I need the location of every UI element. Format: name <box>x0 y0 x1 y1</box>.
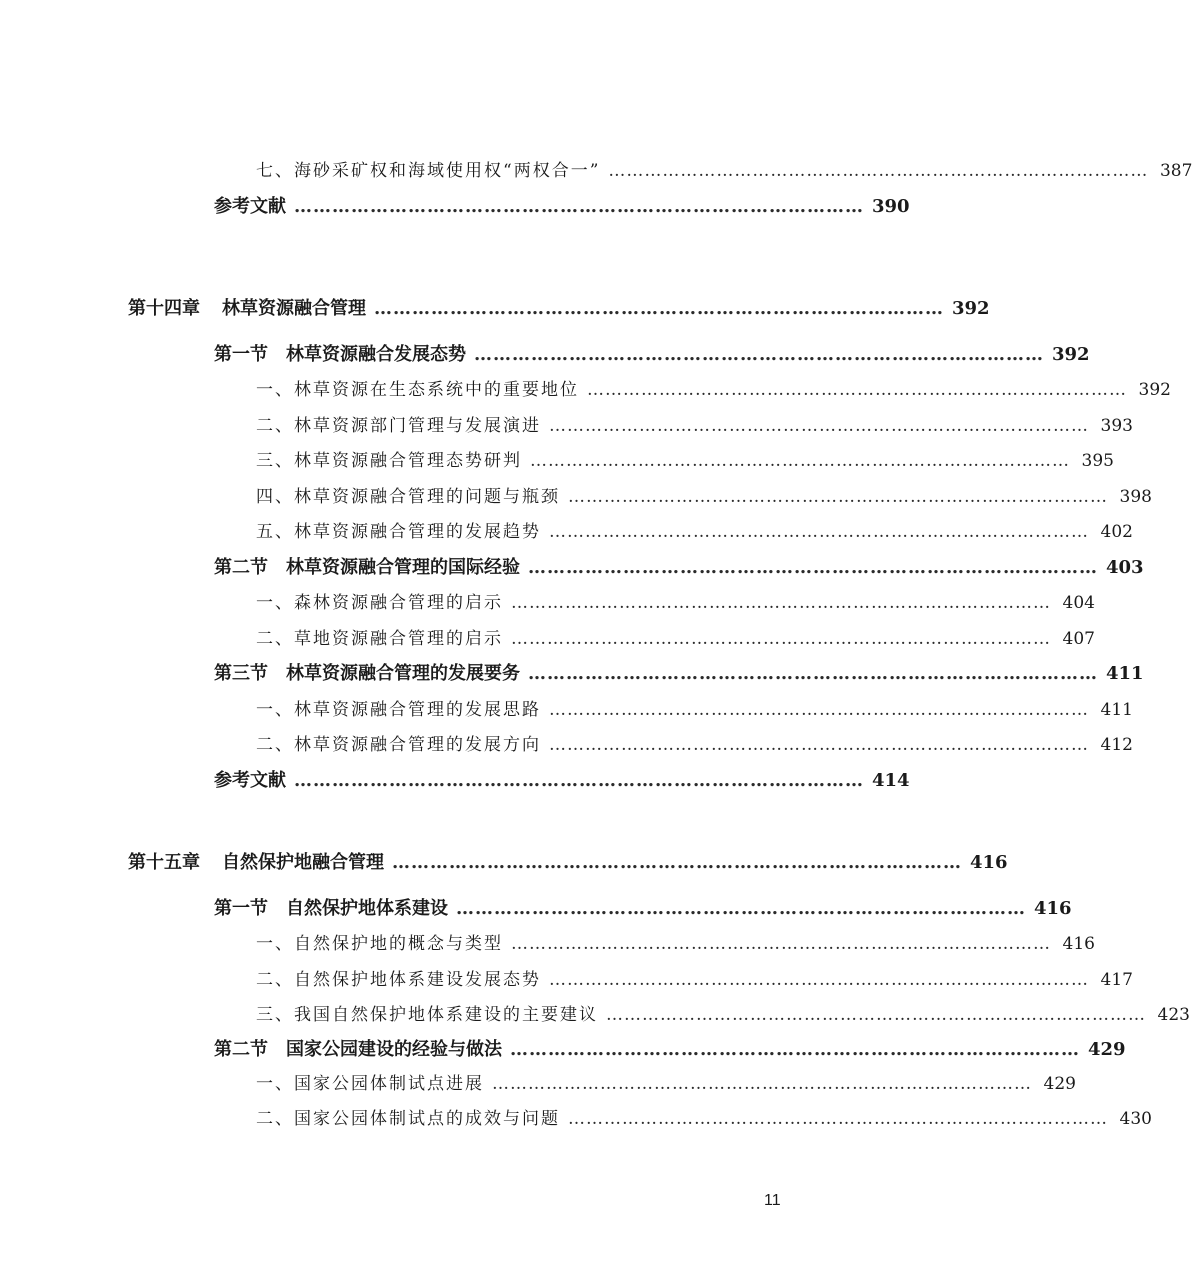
leader-dots: ……………………………………………………………………………… <box>294 770 864 791</box>
toc-page-number: 411 <box>1106 663 1144 684</box>
toc-page-number: 402 <box>1100 522 1133 542</box>
toc-item-title: 四、林草资源融合管理的问题与瓶颈 <box>256 487 560 507</box>
toc-item[interactable] <box>256 730 1133 760</box>
toc-section-number: 第一节 <box>214 344 268 365</box>
leader-dots: ……………………………………………………………………………… <box>530 451 1070 471</box>
toc-item[interactable] <box>256 1069 1076 1099</box>
toc-page-number: 404 <box>1062 593 1095 613</box>
toc-section[interactable] <box>214 553 1144 583</box>
toc-section-number: 第二节 <box>214 557 268 578</box>
toc-page-number: 395 <box>1081 451 1114 471</box>
toc-chapter-number: 第十四章 <box>128 298 200 319</box>
toc-page-number: 416 <box>1062 934 1095 954</box>
leader-dots: ……………………………………………………………………………… <box>549 416 1089 436</box>
toc-item[interactable] <box>256 965 1133 995</box>
toc-item[interactable] <box>256 156 1192 186</box>
toc-page-number: 412 <box>1100 735 1133 755</box>
toc-section[interactable] <box>214 894 1072 924</box>
toc-item-title: 三、我国自然保护地体系建设的主要建议 <box>256 1005 598 1025</box>
toc-page-number: 392 <box>1052 344 1090 365</box>
toc-section-title: 林草资源融合管理的国际经验 <box>286 557 520 578</box>
toc-item[interactable] <box>256 1104 1152 1134</box>
leader-dots: ……………………………………………………………………………… <box>294 196 864 217</box>
toc-section-title: 林草资源融合发展态势 <box>286 344 466 365</box>
toc-page-number: 414 <box>872 770 910 791</box>
toc-item-title: 一、林草资源在生态系统中的重要地位 <box>256 380 579 400</box>
toc-section[interactable] <box>214 659 1144 689</box>
toc-item-title: 一、国家公园体制试点进展 <box>256 1074 484 1094</box>
leader-dots: ……………………………………………………………………………… <box>456 898 1026 919</box>
toc-item-title: 七、海砂采矿权和海域使用权“两权合一” <box>256 161 601 181</box>
leader-dots: ……………………………………………………………………………… <box>511 629 1051 649</box>
leader-dots: ……………………………………………………………………………… <box>392 852 962 873</box>
toc-item[interactable] <box>256 929 1095 959</box>
toc-page-number: 429 <box>1043 1074 1076 1094</box>
leader-dots: ……………………………………………………………………………… <box>606 1005 1146 1025</box>
toc-chapter[interactable] <box>128 294 990 324</box>
toc-chapter[interactable] <box>128 848 1008 878</box>
leader-dots: ……………………………………………………………………………… <box>549 970 1089 990</box>
toc-page-number: 423 <box>1157 1005 1190 1025</box>
toc-section-number: 第一节 <box>214 898 268 919</box>
toc-item[interactable] <box>256 375 1171 405</box>
toc-page-number: 416 <box>1034 898 1072 919</box>
toc-section-number: 第三节 <box>214 663 268 684</box>
toc-page-number: 387 <box>1159 161 1192 181</box>
toc-item[interactable] <box>256 1000 1190 1030</box>
leader-dots: ……………………………………………………………………………… <box>568 487 1108 507</box>
toc-references[interactable] <box>214 192 910 222</box>
toc-section-title: 林草资源融合管理的发展要务 <box>286 663 520 684</box>
toc-page-number: 398 <box>1119 487 1152 507</box>
toc-item-title: 五、林草资源融合管理的发展趋势 <box>256 522 541 542</box>
toc-page-number: 416 <box>970 852 1008 873</box>
leader-dots: ……………………………………………………………………………… <box>510 1039 1080 1060</box>
leader-dots: ……………………………………………………………………………… <box>549 522 1089 542</box>
toc-item-title: 二、自然保护地体系建设发展态势 <box>256 970 541 990</box>
leader-dots: ……………………………………………………………………………… <box>492 1074 1032 1094</box>
toc-page-number: 390 <box>872 196 910 217</box>
toc-page-number: 411 <box>1100 700 1133 720</box>
toc-item-title: 一、森林资源融合管理的启示 <box>256 593 503 613</box>
toc-chapter-title: 自然保护地融合管理 <box>222 852 384 873</box>
toc-page-number: 429 <box>1088 1039 1126 1060</box>
leader-dots: ……………………………………………………………………………… <box>528 663 1098 684</box>
leader-dots: ……………………………………………………………………………… <box>549 735 1089 755</box>
toc-section-number: 第二节 <box>214 1039 268 1060</box>
toc-item-title: 二、草地资源融合管理的启示 <box>256 629 503 649</box>
leader-dots: ……………………………………………………………………………… <box>474 344 1044 365</box>
toc-page-number: 393 <box>1100 416 1133 436</box>
toc-chapter-number: 第十五章 <box>128 852 200 873</box>
toc-item[interactable] <box>256 517 1133 547</box>
leader-dots: ……………………………………………………………………………… <box>608 161 1149 181</box>
toc-item-title: 一、林草资源融合管理的发展思路 <box>256 700 541 720</box>
toc-item-title: 三、林草资源融合管理态势研判 <box>256 451 522 471</box>
toc-section-title: 自然保护地体系建设 <box>286 898 448 919</box>
toc-section-title: 参考文献 <box>214 196 286 217</box>
toc-item[interactable] <box>256 695 1133 725</box>
page-number: 11 <box>764 1192 781 1209</box>
leader-dots: ……………………………………………………………………………… <box>549 700 1089 720</box>
toc-section-title: 国家公园建设的经验与做法 <box>286 1039 502 1060</box>
toc-item[interactable] <box>256 482 1152 512</box>
toc-item[interactable] <box>256 411 1133 441</box>
toc-page-number: 403 <box>1106 557 1144 578</box>
leader-dots: ……………………………………………………………………………… <box>511 934 1051 954</box>
toc-item[interactable] <box>256 624 1095 654</box>
toc-item-title: 一、自然保护地的概念与类型 <box>256 934 503 954</box>
toc-section[interactable] <box>214 340 1090 370</box>
toc-page-number: 392 <box>1138 380 1171 400</box>
toc-page-number: 430 <box>1119 1109 1152 1129</box>
toc-item[interactable] <box>256 446 1114 476</box>
leader-dots: ……………………………………………………………………………… <box>568 1109 1108 1129</box>
toc-page-number: 392 <box>952 298 990 319</box>
toc-item-title: 二、国家公园体制试点的成效与问题 <box>256 1109 560 1129</box>
leader-dots: ……………………………………………………………………………… <box>374 298 944 319</box>
toc-item[interactable] <box>256 588 1095 618</box>
toc-references[interactable] <box>214 766 910 796</box>
toc-page-number: 417 <box>1100 970 1133 990</box>
toc-chapter-title: 林草资源融合管理 <box>222 298 366 319</box>
toc-item-title: 二、林草资源部门管理与发展演进 <box>256 416 541 436</box>
toc-item-title: 二、林草资源融合管理的发展方向 <box>256 735 541 755</box>
leader-dots: ……………………………………………………………………………… <box>528 557 1098 578</box>
leader-dots: ……………………………………………………………………………… <box>587 380 1127 400</box>
toc-page-number: 407 <box>1062 629 1095 649</box>
leader-dots: ……………………………………………………………………………… <box>511 593 1051 613</box>
toc-section[interactable] <box>214 1035 1126 1065</box>
toc-section-title: 参考文献 <box>214 770 286 791</box>
